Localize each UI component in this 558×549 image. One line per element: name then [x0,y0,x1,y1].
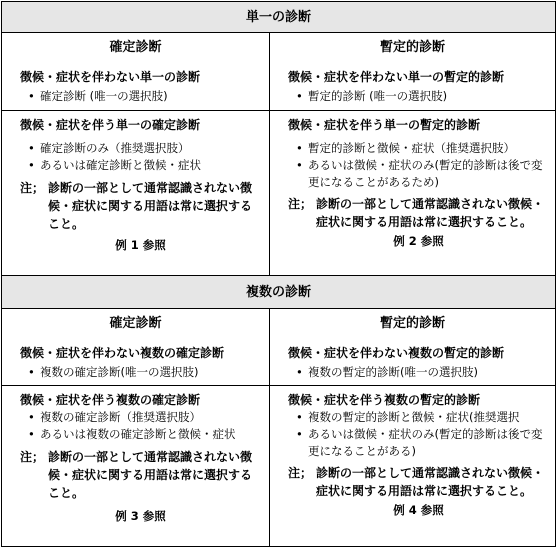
section-title: 単一の診断 [245,10,311,25]
cell-provisional-with-symptoms [270,386,555,546]
bullet-item: • 暫定的診断と徴候・症状（推奨選択肢） [296,141,515,155]
bullet-item: • 確定診断のみ（推奨選択肢） [28,141,190,155]
subheader-row-single [2,33,555,63]
subheader-row-multiple [2,309,555,339]
note: 注； 診断の一部として通常認識されない徴候・症状に関する用語は常に選択すること。 [20,181,253,231]
section-title: 複数の診断 [245,285,311,300]
bullet-item: • あるいは複数の確定診断と徴候・症状 [28,427,236,441]
row-without-symptoms-multiple [2,339,555,386]
diagnosis-table [1,1,556,547]
note: 注； 診断の一部として通常認識されない徴候・症状に関する用語は常に選択すること。 [20,450,253,500]
subheader-cell-provisional [270,309,555,339]
cell-provisional-no-symptoms [270,339,555,385]
cell-provisional-no-symptoms [270,63,555,110]
subheader-cell-provisional [270,33,555,63]
example-reference: 例 3 参照 [115,509,166,523]
subheader-provisional: 暫定的診断 [270,309,555,339]
cell-definitive-with-symptoms [2,386,270,546]
bullet-item: • 複数の暫定的診断(唯一の選択肢) [296,365,478,379]
bullet-item: • あるいは徴候・症状のみ(暫定的診断は後で変更になることがあるため) [296,158,543,189]
cell-heading: 徴候・症状を伴わない複数の確定診断 [20,346,225,360]
bullet-item: • あるいは徴候・症状のみ(暫定的診断は後で変更になることがある) [296,427,543,458]
bullet-item: • 複数の確定診断(唯一の選択肢) [28,365,199,379]
cell-heading: 徴候・症状を伴わない単一の診断 [20,70,201,84]
row-with-symptoms-single [2,111,555,276]
example-reference: 例 2 参照 [393,234,444,248]
section-title-single [2,2,555,33]
bullet-item: • 複数の暫定的診断と徴候・症状(推奨選択 [296,410,520,424]
cell-definitive-no-symptoms [2,339,270,385]
note: 注； 診断の一部として通常認識されない徴候・症状に関する用語は常に選択すること。 [288,197,545,229]
cell-heading: 徴候・症状を伴う単一の確定診断 [20,118,201,132]
bullet-item: • 複数の確定診断（推奨選択肢） [28,410,201,424]
bullet-item: • あるいは確定診断と徴候・症状 [28,158,201,172]
note: 注； 診断の一部として通常認識されない徴候・症状に関する用語は常に選択すること。 [288,466,545,498]
section-title-multiple [2,276,555,309]
subheader-cell-definitive [2,309,270,339]
row-without-symptoms-single [2,63,555,111]
cell-provisional-with-symptoms [270,111,555,275]
subheader-cell-definitive [2,33,270,63]
example-reference: 例 4 参照 [393,503,444,517]
cell-definitive-with-symptoms [2,111,270,275]
bullet-item: • 確定診断 (唯一の選択肢) [28,89,168,103]
row-with-symptoms-multiple [2,386,555,546]
cell-heading: 徴候・症状を伴う複数の確定診断 [20,393,201,407]
cell-heading: 徴候・症状を伴う複数の暫定的診断 [288,393,481,407]
cell-heading: 徴候・症状を伴わない複数の暫定的診断 [288,346,505,360]
cell-heading: 徴候・症状を伴わない単一の暫定的診断 [288,70,505,84]
subheader-definitive: 確定診断 [2,33,269,63]
subheader-provisional: 暫定的診断 [270,33,555,63]
cell-definitive-no-symptoms [2,63,270,110]
bullet-item: • 暫定的診断 (唯一の選択肢) [296,89,448,103]
subheader-definitive: 確定診断 [2,309,269,339]
example-reference: 例 1 参照 [115,238,166,252]
cell-heading: 徴候・症状を伴う単一の暫定的診断 [288,118,481,132]
